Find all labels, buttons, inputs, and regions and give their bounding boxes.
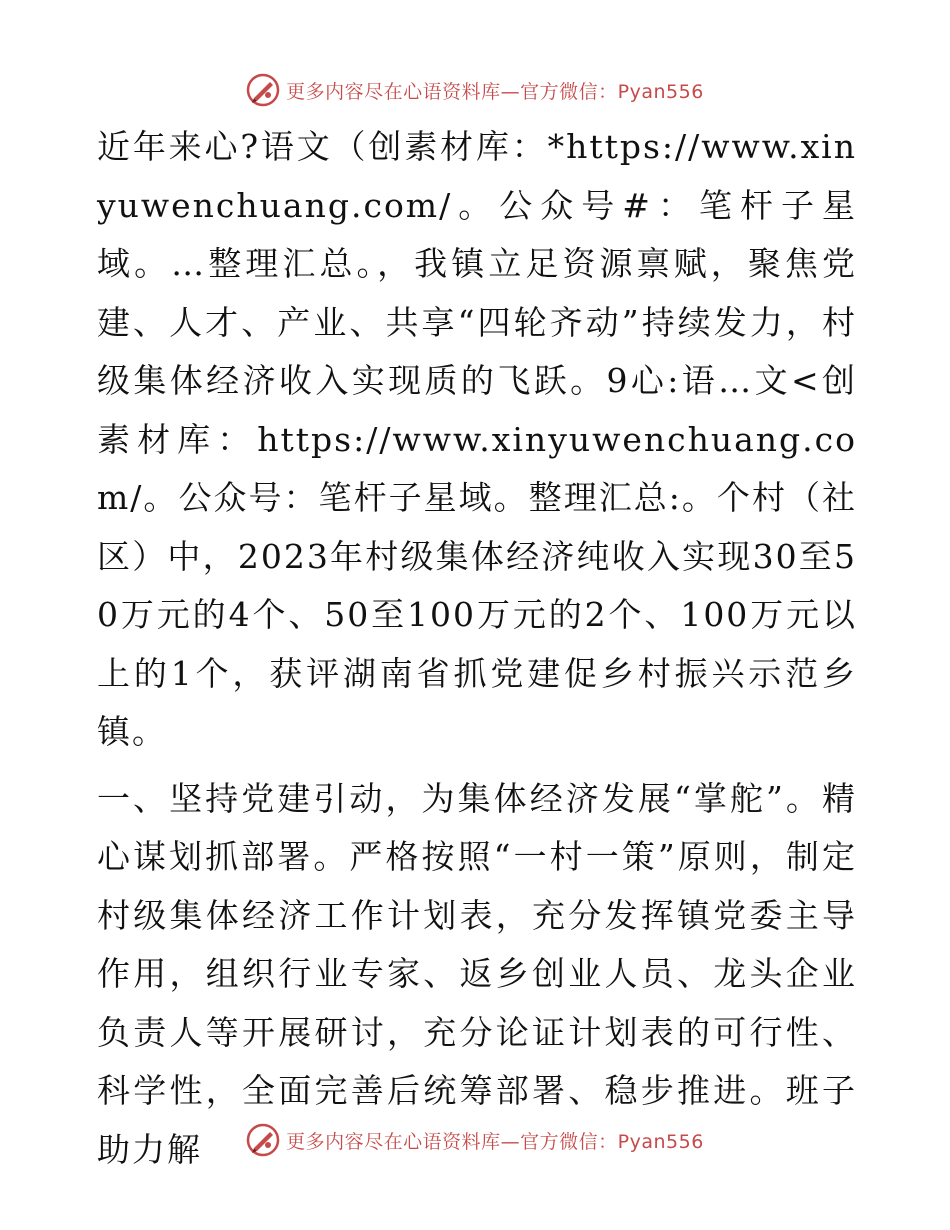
paragraph-section-one: 一、坚持党建引动，为集体经济发展“掌舵”。精心谋划抓部署。严格按照“一村一策”原则，制定村级集体经济工作计划表，充分发挥镇党委主导作用，组织行业专家、返乡创业人员、龙头企业负责人等开展研讨，充分论证计划表的可行性、科学性，全面完善后统筹部署、稳步推进。班子助力解 — [97, 778, 857, 1169]
document-body — [97, 118, 857, 1179]
paragraph-intro: 近年来心?语文（创素材库：*https://www.xinyuwenchuang.com/。公众号#：笔杆子星域。…整理汇总。，我镇立足资源禀赋，聚焦党建、人才、产业、共享“四轮齐动”持续发力，村级集体经济收入实现质的飞跃。9心:语…文<创素材库：https://www.xinyuwenchuang.com/。公众号：笔杆子星域。整理汇总:。个村（社区）中，2023年村级集体经济纯收入实现30至50万元的4个、50至100万元的2个、100万元以上的1个，获评湖南省抓党建促乡村振兴示范乡镇。 — [97, 127, 857, 751]
header-banner-text: 更多内容尽在心语资料库—官方微信：Pyan556 — [286, 80, 704, 103]
footer-banner-text: 更多内容尽在心语资料库—官方微信：Pyan556 — [286, 1130, 704, 1153]
pen-logo-icon — [246, 1123, 280, 1157]
pen-logo-icon — [246, 73, 280, 107]
footer-banner — [0, 1118, 950, 1162]
header-banner — [0, 68, 950, 112]
